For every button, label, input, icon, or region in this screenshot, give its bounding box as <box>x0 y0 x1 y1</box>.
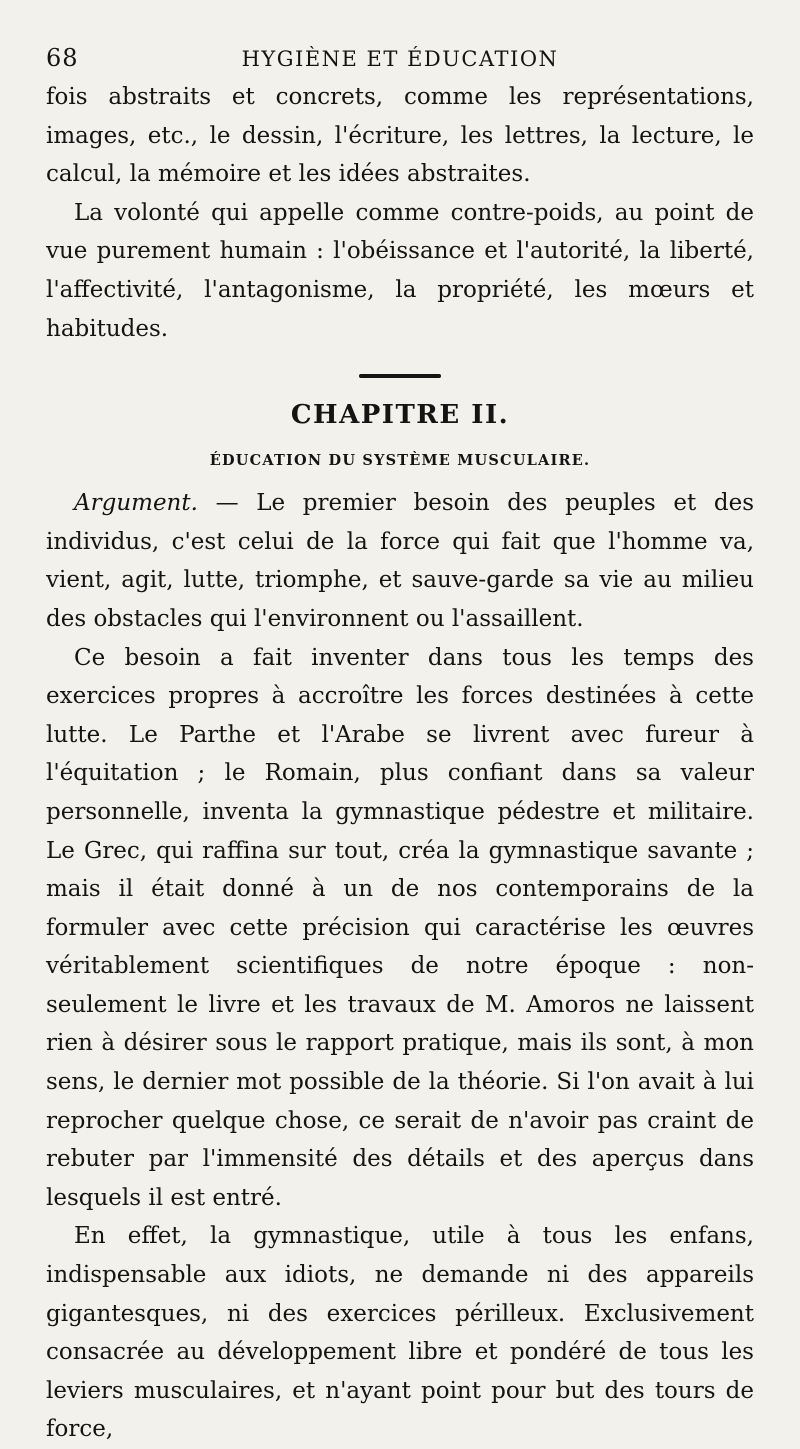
intro-paragraph-volonte: La volonté qui appelle comme contre-poids, au point de vue purement humain : l'obéissance et l'autorité, la liberté, l'affectivité, l'antagonisme, la propriété, les mœurs et habitudes. <box>46 199 754 342</box>
running-title: HYGIÈNE ET ÉDUCATION <box>241 47 559 71</box>
chapter-subtitle: ÉDUCATION DU SYSTÈME MUSCULAIRE. <box>209 452 591 470</box>
argument-paragraph <box>46 484 754 638</box>
argument-text: — Le premier besoin des peuples et des individus, c'est celui de la force qui fait que l'homme va, vient, agit, lutte, triomphe, et sauve-garde sa vie au milieu des obstacles qui l'environnent ou l'assaillent. <box>46 490 754 632</box>
intro-paragraph-continued: fois abstraits et concrets, comme les représentations, images, etc., le dessin, l'écriture, les lettres, la lecture, le calcul, la mémoire et les idées abstraites. <box>46 84 754 188</box>
paragraph-en-effet: En effet, la gymnastique, utile à tous les enfans, indispensable aux idiots, ne demande ni des appareils gigantesques, ni des exercices périlleux. Exclusivement consacrée au développement libre et pondéré de tous les leviers musculaires, et n'ayant point pour but des tours de force, <box>46 1223 754 1443</box>
section-divider-rule <box>359 374 441 378</box>
chapter-title: CHAPITRE II. <box>290 400 510 431</box>
argument-label: Argument. <box>74 490 198 517</box>
page-body <box>46 78 754 1449</box>
running-header <box>46 38 754 78</box>
page-number: 68 <box>46 44 79 72</box>
paragraph-besoin: Ce besoin a fait inventer dans tous les temps des exercices propres à accroître les forces destinées à cette lutte. Le Parthe et l'Arabe se livrent avec fureur à l'équitation ; le Romain, plus confiant dans sa valeur personnelle, inventa la gymnastique pédestre et militaire. Le Grec, qui raffina sur tout, créa la gymnastique savante ; mais il était donné à un de nos contemporains de la formuler avec cette précision qui caractérise les œuvres véritablement scientifiques de notre époque : non-seulement le livre et les travaux de M. Amoros ne laissent rien à désirer sous le rapport pratique, mais ils sont, à mon sens, le dernier mot possible de la théorie. Si l'on avait à lui reprocher quelque chose, ce serait de n'avoir pas craint de rebuter par l'immensité des détails et des aperçus dans lesquels il est entré. <box>46 644 754 1211</box>
